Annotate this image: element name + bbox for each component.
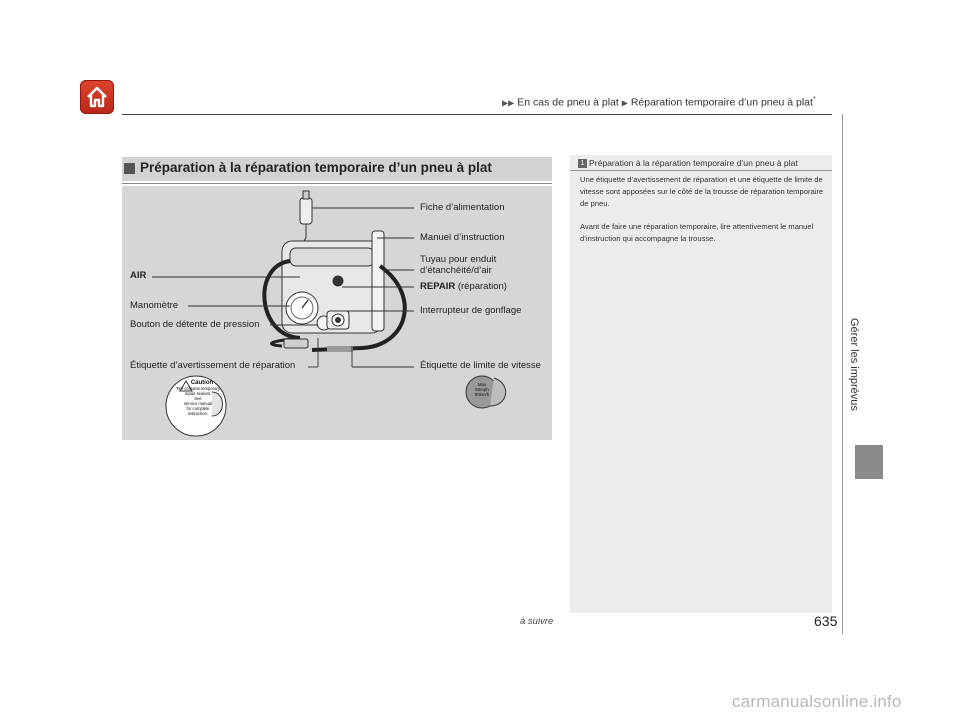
label-speed-sticker: Étiquette de limite de vitesse [420,360,541,371]
continued-label: à suivre [520,616,554,627]
label-inflation-switch: Interrupteur de gonflage [420,305,522,316]
caution-line1: Tire contains temporary [176,386,220,391]
note-paragraph-1: Une étiquette d’avertissement de réparation et une étiquette de limite de vitesse sont apposées sur le côté de la trousse de réparation temporaire de pneu. [580,175,824,208]
side-note [570,155,832,613]
side-divider [842,114,843,634]
breadcrumb-item-2[interactable]: Réparation temporaire d’un pneu à plat [630,96,813,109]
home-button[interactable] [80,80,114,114]
caution-title: Caution [190,380,214,386]
note-paragraph-2: Avant de faire une réparation temporaire, lire attentivement le manuel d’instruction qui accompagne la trousse. [580,222,814,243]
breadcrumb-marker: * [812,96,816,103]
note-rule [570,170,832,171]
label-manual: Manuel d’instruction [420,232,505,243]
caution-line4: service manual [183,401,213,406]
breadcrumb [502,96,816,109]
label-hose-line2: d’étanchéité/d’air [420,265,492,276]
header-rule [122,114,832,115]
breadcrumb-arrow-icon: ▶ [621,98,628,108]
speed-line3: 80km/h [474,392,490,397]
section-rule [122,183,552,184]
label-repair-bold: REPAIR [420,281,456,292]
side-tab-marker [855,445,883,479]
label-pressure-release: Bouton de détente de pression [130,319,260,330]
label-repair [420,281,507,292]
section-square-icon [124,163,135,174]
label-hose-line1: Tuyau pour enduit [420,254,497,265]
label-warning-sticker: Étiquette d’avertissement de réparation [130,360,296,371]
kit-illustration [122,186,552,440]
speed-sticker [470,382,494,397]
label-repair-rest: (réparation) [455,281,507,292]
page-number: 635 [814,613,838,629]
label-power-plug: Fiche d’alimentation [420,202,505,213]
label-air: AIR [130,270,147,281]
note-header [578,158,798,168]
breadcrumb-arrow-icon: ▶▶ [502,98,515,108]
home-icon [85,85,109,109]
section-title: Préparation à la réparation temporaire d’un pneu à plat [140,160,492,175]
caution-line2: repair sealant. [184,391,212,396]
label-gauge: Manomètre [130,300,179,311]
breadcrumb-item-1[interactable]: En cas de pneu à plat [517,96,619,109]
caution-line5: for complete [186,406,210,411]
section-title-bar [122,157,552,181]
note-title: Préparation à la réparation temporaire d’un pneu à plat [589,158,798,168]
watermark: carmanualsonline.info [732,692,902,711]
caution-line3: See [194,396,202,401]
speed-line1: Max [477,382,487,387]
note-number: 1 [578,159,587,168]
speed-line2: 50mph [475,387,489,392]
caution-sticker [176,381,220,416]
caution-line6: instruction. [187,411,209,416]
side-tab-label[interactable]: Gérer les imprévus [848,318,860,411]
